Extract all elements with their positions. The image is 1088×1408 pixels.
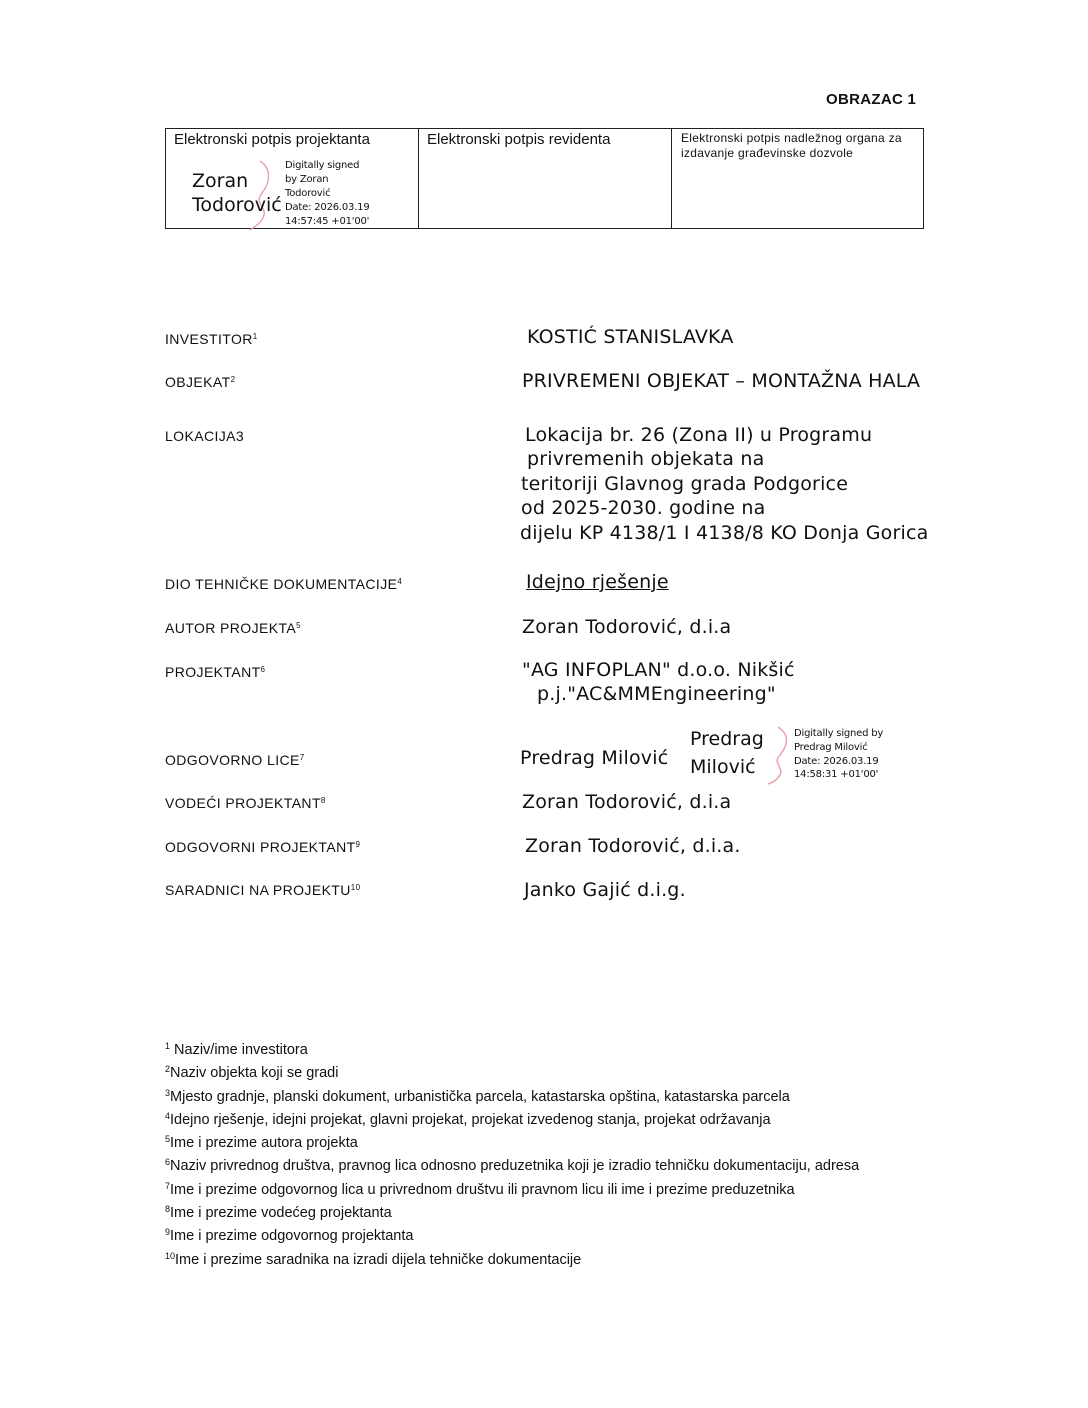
responsible-designer-label: ODGOVORNI PROJEKTANT$^9$ <box>165 839 361 855</box>
location-line-2: privremenih objekata na <box>527 448 765 470</box>
reviewer-signature-title: Elektronski potpis revidenta <box>427 131 611 148</box>
footnote-3: $^3$Mjesto gradnje, planski dokument, urbanistička parcela, katastarska opština, katastarska parcela <box>165 1087 790 1105</box>
stamp1-info-line5: 14:57:45 +01'00' <box>285 216 370 227</box>
footnotes <box>165 1037 925 1270</box>
footnote-6: $^6$Naziv privrednog društva, pravnog lica odnosno preduzetnika koji je izradio tehničku dokumentaciju, adresa <box>165 1157 860 1175</box>
stamp1-name-line1: Zoran <box>192 170 249 192</box>
stamp1-name-line2: Todorović <box>192 194 282 216</box>
footnote-8: $^8$Ime i prezime vodećeg projektanta <box>165 1204 392 1222</box>
collaborators-label: SARADNICI NA PROJEKTU$^{10}$ <box>165 882 361 898</box>
footnote-5: $^5$Ime i prezime autora projekta <box>165 1134 358 1152</box>
footnote-7: $^7$Ime i prezime odgovornog lica u privrednom društvu ili pravnom licu ili ime i prezime preduzetnika <box>165 1180 795 1198</box>
stamp2-name-line1: Predrag <box>690 728 764 750</box>
stamp2-info-line2: Predrag Milović <box>794 742 868 753</box>
stamp2-name-line2: Milović <box>690 756 756 778</box>
object-value: PRIVREMENI OBJEKAT – MONTAŽNA HALA <box>522 370 921 392</box>
signature-table <box>165 128 924 229</box>
footnote-9: $^9$Ime i prezime odgovornog projektanta <box>165 1227 414 1245</box>
stamp2-info-line4: 14:58:31 +01'00' <box>794 769 879 780</box>
collaborators-value: Janko Gajić d.i.g. <box>524 879 686 901</box>
location-line-5: dijelu KP 4138/1 I 4138/8 KO Donja Gorica <box>520 522 929 544</box>
stamp2-info-line1: Digitally signed by <box>794 728 884 739</box>
designer-signature-title: Elektronski potpis projektanta <box>174 131 370 148</box>
location-line-4: od 2025-2030. godine na <box>521 497 766 519</box>
designer-line-2: p.j."AC&MMEngineering" <box>537 683 776 705</box>
stamp1-info-line3: Todorović <box>285 188 331 199</box>
object-label: OBJEKAT$^2$ <box>165 374 236 390</box>
authority-signature-title: Elektronski potpis nadležnog organa za izdavanje građevinske dozvole <box>681 131 902 160</box>
footnote-1: $^1$ Naziv/ime investitora <box>165 1041 308 1058</box>
stamp2-info-line3: Date: 2026.03.19 <box>794 756 879 767</box>
stamp1-info-line2: by Zoran <box>285 174 329 185</box>
footnote-10: $^{10}$Ime i prezime saradnika na izradi dijela tehničke dokumentacije <box>165 1250 582 1268</box>
responsible-person-label: ODGOVORNO LICE$^7$ <box>165 752 305 768</box>
designer-label: PROJEKTANT$^6$ <box>165 664 266 680</box>
responsible-designer-value: Zoran Todorović, d.i.a. <box>525 835 741 857</box>
form-id: OBRAZAC 1 <box>826 91 917 108</box>
location-line-1: Lokacija br. 26 (Zona II) u Programu <box>525 424 873 446</box>
reviewer-signature-cell[interactable] <box>419 129 672 229</box>
footnote-4: $^4$Idejno rješenje, idejni projekat, glavni projekat, projekat izvedenog stanja, projekat održavanja <box>165 1110 771 1128</box>
author-value: Zoran Todorović, d.i.a <box>522 616 732 638</box>
lead-designer-value: Zoran Todorović, d.i.a <box>522 791 732 813</box>
footnote-2: $^2$Naziv objekta koji se gradi <box>165 1064 339 1082</box>
lead-designer-label: VODEĆI PROJEKTANT$^8$ <box>165 795 326 811</box>
investor-value: KOSTIĆ STANISLAVKA <box>527 326 734 348</box>
location-line-3: teritoriji Glavnog grada Podgorice <box>521 473 849 495</box>
signature-stroke-icon <box>762 725 798 785</box>
doc-part-label: DIO TEHNIČKE DOKUMENTACIJE$^4$ <box>165 576 403 592</box>
designer-line-1: "AG INFOPLAN" d.o.o. Nikšić <box>522 659 795 681</box>
doc-part-value: Idejno rješenje <box>526 571 669 593</box>
authority-signature-cell[interactable] <box>672 129 924 229</box>
stamp1-info-line1: Digitally signed <box>285 160 360 171</box>
investor-label: INVESTITOR$^1$ <box>165 331 258 347</box>
responsible-person-value: Predrag Milović <box>520 747 669 769</box>
author-label: AUTOR PROJEKTA$^5$ <box>165 620 301 636</box>
location-label: LOKACIJA3 <box>165 428 245 444</box>
stamp1-info-line4: Date: 2026.03.19 <box>285 202 370 213</box>
designer-signature-cell[interactable] <box>166 129 419 229</box>
